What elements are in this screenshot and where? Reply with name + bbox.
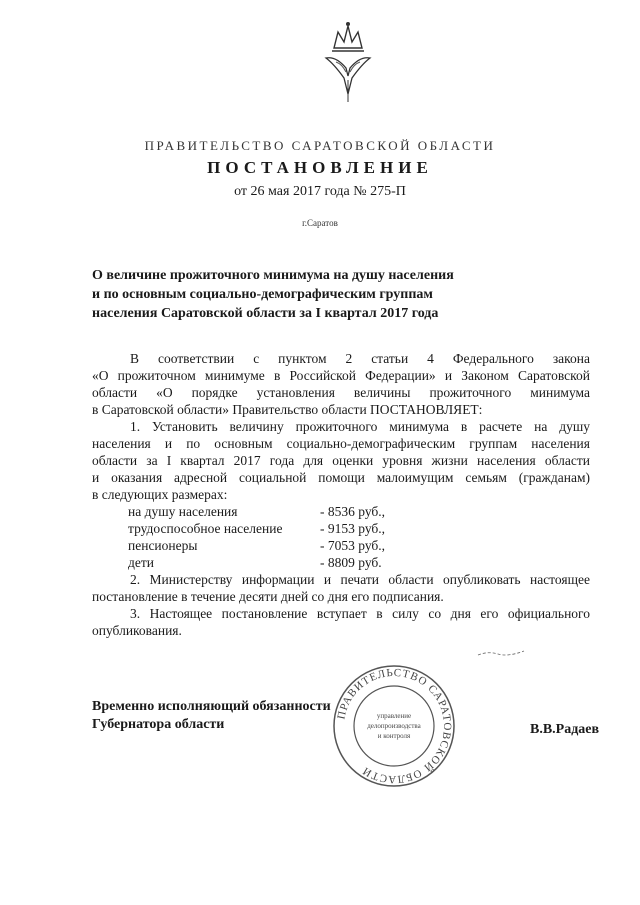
document-title <box>92 266 512 323</box>
item2-line: 2. Министерству информации и печати области опубликовать настоящее <box>130 572 590 587</box>
title-line: населения Саратовской области за I квартал 2017 года <box>92 306 439 321</box>
amount-row <box>92 537 590 554</box>
document-body <box>92 350 590 639</box>
stamp-ring-text: ПРАВИТЕЛЬСТВО САРАТОВСКОЙ ОБЛАСТИ <box>335 666 454 786</box>
signatory-name: В.В.Радаев <box>530 722 600 737</box>
item1-line: области за I квартал 2017 года для оценки уровня жизни населения области <box>92 453 590 468</box>
amount-row <box>92 520 590 537</box>
item2-line: постановление в течение десяти дней со дня его подписания. <box>92 589 444 604</box>
pen-mark <box>476 648 526 658</box>
signatory-position <box>92 698 331 734</box>
preamble-line: В соответствии с пунктом 2 статьи 4 Федерального закона <box>130 351 590 366</box>
stamp-center-line: делопроизводства <box>367 722 421 730</box>
item1-line: и оказания адресной социальной помощи малоимущим семьям (гражданам) <box>92 470 590 485</box>
amount-row <box>92 503 590 520</box>
item3-line: опубликования. <box>92 623 182 638</box>
preamble-line: «О прожиточном минимуме в Российской Федерации» и Законом Саратовской <box>92 368 590 383</box>
official-stamp <box>330 662 458 790</box>
item1-line: в следующих размерах: <box>92 487 228 502</box>
amount-value: - 8809 руб. <box>320 555 382 570</box>
amount-value: - 7053 руб., <box>320 538 386 553</box>
coat-of-arms-emblem <box>316 18 380 108</box>
government-name: ПРАВИТЕЛЬСТВО САРАТОВСКОЙ ОБЛАСТИ <box>144 138 496 153</box>
item1-line: населения и по основным социально-демографическим группам населения <box>92 436 590 451</box>
amount-value: - 9153 руб., <box>320 521 386 536</box>
signatory-position-line: Губернатора области <box>92 717 225 732</box>
signatory-position-line: Временно исполняющий обязанности <box>92 699 331 714</box>
amount-label: дети <box>128 555 154 570</box>
item1-line: 1. Установить величину прожиточного минимума в расчете на душу <box>130 419 590 434</box>
amount-value: - 8536 руб., <box>320 504 386 519</box>
amount-label: трудоспособное население <box>128 521 283 536</box>
amount-label: на душу населения <box>128 504 238 519</box>
amount-row <box>92 554 590 571</box>
title-line: О величине прожиточного минимума на душу населения <box>92 268 454 283</box>
preamble-line: области «О порядке установления величины прожиточного минимума <box>92 385 590 400</box>
stamp-center-line: управление <box>376 712 412 720</box>
amounts-list <box>92 503 590 571</box>
title-line: и по основным социально-демографическим группам <box>92 287 433 302</box>
document-date-number: от 26 мая 2017 года № 275-П <box>234 184 406 199</box>
amount-label: пенсионеры <box>128 538 198 553</box>
city-name: г.Саратов <box>302 218 338 228</box>
item3-line: 3. Настоящее постановление вступает в силу со дня его официального <box>130 606 590 621</box>
preamble-line: в Саратовской области» Правительство области ПОСТАНОВЛЯЕТ: <box>92 402 483 417</box>
stamp-center-line: и контроля <box>377 732 411 740</box>
document-type: ПОСТАНОВЛЕНИЕ <box>207 158 433 177</box>
